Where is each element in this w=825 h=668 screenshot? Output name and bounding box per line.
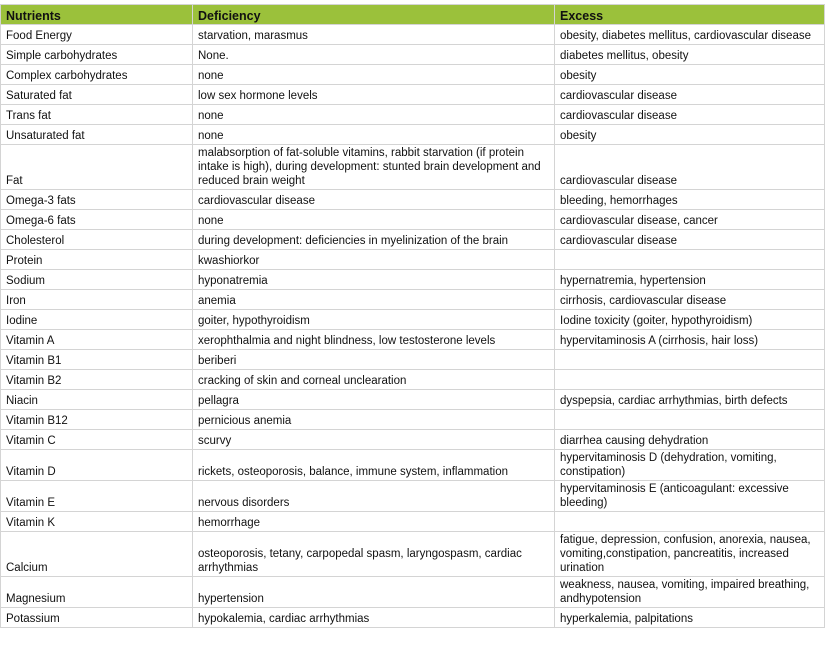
deficiency-cell[interactable]: scurvy bbox=[193, 430, 555, 450]
table-row bbox=[1, 270, 825, 290]
nutrient-cell[interactable]: Vitamin B12 bbox=[1, 410, 193, 430]
nutrient-cell[interactable]: Iodine bbox=[1, 310, 193, 330]
nutrient-cell[interactable]: Vitamin K bbox=[1, 512, 193, 532]
nutrient-cell[interactable]: Vitamin B2 bbox=[1, 370, 193, 390]
excess-cell[interactable]: hypervitaminosis A (cirrhosis, hair loss) bbox=[555, 330, 825, 350]
deficiency-cell[interactable]: xerophthalmia and night blindness, low testosterone levels bbox=[193, 330, 555, 350]
excess-cell[interactable]: obesity bbox=[555, 125, 825, 145]
nutrient-cell[interactable]: Vitamin E bbox=[1, 481, 193, 512]
excess-cell[interactable]: cardiovascular disease bbox=[555, 85, 825, 105]
excess-cell[interactable]: diabetes mellitus, obesity bbox=[555, 45, 825, 65]
excess-cell[interactable] bbox=[555, 250, 825, 270]
nutrient-cell[interactable]: Saturated fat bbox=[1, 85, 193, 105]
nutrient-cell[interactable]: Niacin bbox=[1, 390, 193, 410]
excess-cell[interactable]: cardiovascular disease bbox=[555, 230, 825, 250]
table-row bbox=[1, 230, 825, 250]
nutrient-cell[interactable]: Trans fat bbox=[1, 105, 193, 125]
table-row bbox=[1, 532, 825, 577]
table-row bbox=[1, 105, 825, 125]
excess-cell[interactable] bbox=[555, 512, 825, 532]
nutrient-cell[interactable]: Food Energy bbox=[1, 25, 193, 45]
nutrient-cell[interactable]: Protein bbox=[1, 250, 193, 270]
excess-cell[interactable]: cirrhosis, cardiovascular disease bbox=[555, 290, 825, 310]
table-row bbox=[1, 85, 825, 105]
header-row bbox=[1, 5, 825, 25]
table-row bbox=[1, 45, 825, 65]
nutrient-cell[interactable]: Unsaturated fat bbox=[1, 125, 193, 145]
table-row bbox=[1, 210, 825, 230]
nutrient-cell[interactable]: Fat bbox=[1, 145, 193, 190]
deficiency-cell[interactable]: cracking of skin and corneal unclearation bbox=[193, 370, 555, 390]
excess-cell[interactable]: hypervitaminosis D (dehydration, vomiting, constipation) bbox=[555, 450, 825, 481]
deficiency-cell[interactable]: kwashiorkor bbox=[193, 250, 555, 270]
excess-cell[interactable]: weakness, nausea, vomiting, impaired breathing, andhypotension bbox=[555, 577, 825, 608]
excess-cell[interactable]: hypervitaminosis E (anticoagulant: excessive bleeding) bbox=[555, 481, 825, 512]
table-row bbox=[1, 577, 825, 608]
deficiency-cell[interactable]: hypokalemia, cardiac arrhythmias bbox=[193, 608, 555, 628]
header-cell-excess[interactable]: Excess bbox=[555, 5, 825, 25]
excess-cell[interactable]: cardiovascular disease, cancer bbox=[555, 210, 825, 230]
deficiency-cell[interactable]: starvation, marasmus bbox=[193, 25, 555, 45]
excess-cell[interactable]: bleeding, hemorrhages bbox=[555, 190, 825, 210]
table-row bbox=[1, 145, 825, 190]
excess-cell[interactable]: hyperkalemia, palpitations bbox=[555, 608, 825, 628]
excess-cell[interactable] bbox=[555, 410, 825, 430]
deficiency-cell[interactable]: beriberi bbox=[193, 350, 555, 370]
table-row bbox=[1, 190, 825, 210]
deficiency-cell[interactable]: rickets, osteoporosis, balance, immune system, inflammation bbox=[193, 450, 555, 481]
excess-cell[interactable]: cardiovascular disease bbox=[555, 105, 825, 125]
excess-cell[interactable]: Iodine toxicity (goiter, hypothyroidism) bbox=[555, 310, 825, 330]
table-body bbox=[1, 25, 825, 628]
deficiency-cell[interactable]: nervous disorders bbox=[193, 481, 555, 512]
header-cell-nutrients[interactable]: Nutrients bbox=[1, 5, 193, 25]
excess-cell[interactable]: dyspepsia, cardiac arrhythmias, birth defects bbox=[555, 390, 825, 410]
excess-cell[interactable]: obesity, diabetes mellitus, cardiovascular disease bbox=[555, 25, 825, 45]
deficiency-cell[interactable]: malabsorption of fat-soluble vitamins, rabbit starvation (if protein intake is high), during development: stunted brain development and reduced brain weight bbox=[193, 145, 555, 190]
excess-cell[interactable]: hypernatremia, hypertension bbox=[555, 270, 825, 290]
deficiency-cell[interactable]: during development: deficiencies in myelinization of the brain bbox=[193, 230, 555, 250]
nutrient-cell[interactable]: Simple carbohydrates bbox=[1, 45, 193, 65]
nutrient-cell[interactable]: Omega-6 fats bbox=[1, 210, 193, 230]
header-cell-deficiency[interactable]: Deficiency bbox=[193, 5, 555, 25]
deficiency-cell[interactable]: none bbox=[193, 125, 555, 145]
table-row bbox=[1, 250, 825, 270]
nutrient-cell[interactable]: Vitamin D bbox=[1, 450, 193, 481]
table-row bbox=[1, 370, 825, 390]
table-row bbox=[1, 430, 825, 450]
nutrient-cell[interactable]: Magnesium bbox=[1, 577, 193, 608]
nutrient-cell[interactable]: Complex carbohydrates bbox=[1, 65, 193, 85]
deficiency-cell[interactable]: cardiovascular disease bbox=[193, 190, 555, 210]
table-row bbox=[1, 350, 825, 370]
deficiency-cell[interactable]: none bbox=[193, 65, 555, 85]
table-row bbox=[1, 330, 825, 350]
deficiency-cell[interactable]: hypertension bbox=[193, 577, 555, 608]
table-row bbox=[1, 25, 825, 45]
deficiency-cell[interactable]: None. bbox=[193, 45, 555, 65]
nutrients-table bbox=[0, 4, 825, 628]
excess-cell[interactable]: cardiovascular disease bbox=[555, 145, 825, 190]
table-row bbox=[1, 310, 825, 330]
excess-cell[interactable] bbox=[555, 350, 825, 370]
table-row bbox=[1, 608, 825, 628]
deficiency-cell[interactable]: pernicious anemia bbox=[193, 410, 555, 430]
deficiency-cell[interactable]: goiter, hypothyroidism bbox=[193, 310, 555, 330]
table-row bbox=[1, 125, 825, 145]
nutrient-cell[interactable]: Iron bbox=[1, 290, 193, 310]
table-row bbox=[1, 450, 825, 481]
deficiency-cell[interactable]: osteoporosis, tetany, carpopedal spasm, laryngospasm, cardiac arrhythmias bbox=[193, 532, 555, 577]
deficiency-cell[interactable]: hemorrhage bbox=[193, 512, 555, 532]
nutrient-cell[interactable]: Sodium bbox=[1, 270, 193, 290]
excess-cell[interactable] bbox=[555, 370, 825, 390]
excess-cell[interactable]: obesity bbox=[555, 65, 825, 85]
nutrient-cell[interactable]: Vitamin A bbox=[1, 330, 193, 350]
nutrient-cell[interactable]: Cholesterol bbox=[1, 230, 193, 250]
table-row bbox=[1, 290, 825, 310]
excess-cell[interactable]: diarrhea causing dehydration bbox=[555, 430, 825, 450]
deficiency-cell[interactable]: pellagra bbox=[193, 390, 555, 410]
deficiency-cell[interactable]: anemia bbox=[193, 290, 555, 310]
deficiency-cell[interactable]: none bbox=[193, 210, 555, 230]
table-row bbox=[1, 481, 825, 512]
deficiency-cell[interactable]: low sex hormone levels bbox=[193, 85, 555, 105]
nutrient-cell[interactable]: Potassium bbox=[1, 608, 193, 628]
table-row bbox=[1, 65, 825, 85]
nutrient-cell[interactable]: Calcium bbox=[1, 532, 193, 577]
deficiency-cell[interactable]: hyponatremia bbox=[193, 270, 555, 290]
nutrient-cell[interactable]: Vitamin C bbox=[1, 430, 193, 450]
nutrient-cell[interactable]: Omega-3 fats bbox=[1, 190, 193, 210]
deficiency-cell[interactable]: none bbox=[193, 105, 555, 125]
excess-cell[interactable]: fatigue, depression, confusion, anorexia, nausea, vomiting,constipation, pancreatitis, increased urination bbox=[555, 532, 825, 577]
table-row bbox=[1, 512, 825, 532]
nutrient-cell[interactable]: Vitamin B1 bbox=[1, 350, 193, 370]
table-row bbox=[1, 390, 825, 410]
table-row bbox=[1, 410, 825, 430]
